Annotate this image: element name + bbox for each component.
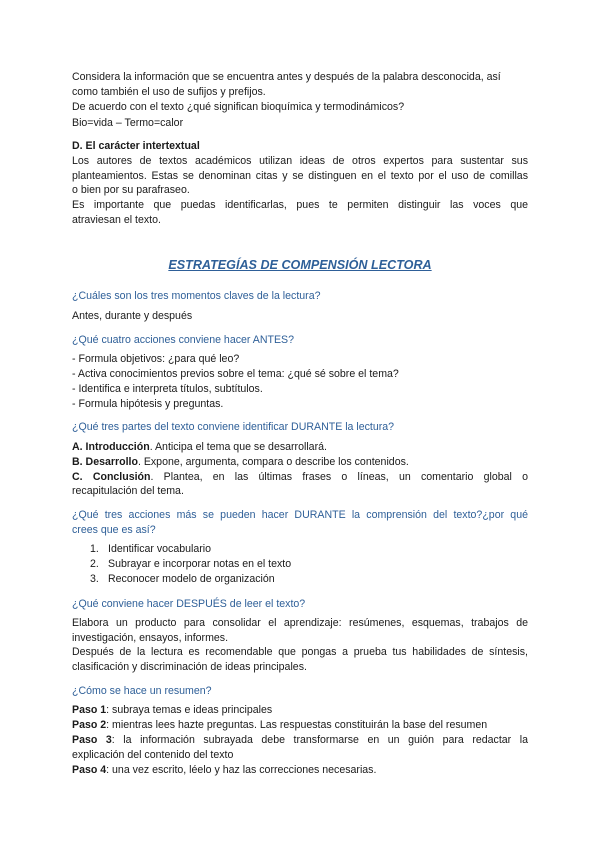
list-number: 3. [90, 572, 99, 585]
list-item [90, 572, 510, 587]
question-5: ¿Qué conviene hacer DESPUÉS de leer el texto? [72, 598, 306, 610]
answer-3-a-text: . Anticipa el tema que se desarrollará. [149, 441, 327, 453]
answer-3-a-label: A. Introducción [72, 441, 150, 453]
intro-question: De acuerdo con el texto ¿qué significan bioquímica y termodinámicos? [72, 101, 405, 113]
answer-3-c-text: . Plantea, en las últimas frases o líneas, un comentario global o [150, 471, 528, 483]
list-text: Subrayar e incorporar notas en el texto [108, 557, 292, 570]
answer-4-list [90, 542, 510, 586]
question-4-line-2: crees que es así? [72, 524, 156, 536]
intro-line-2: como también el uso de sufijos y prefijos. [72, 86, 266, 98]
list-number: 2. [90, 557, 99, 570]
step-3-cont: explicación del contenido del texto [72, 749, 234, 761]
step-text: : subraya temas e ideas principales [106, 704, 273, 716]
section-d-heading: D. El carácter intertextual [72, 140, 200, 152]
intro-answer: Bio=vida – Termo=calor [72, 117, 184, 129]
list-item [90, 557, 510, 572]
step-2 [72, 718, 528, 733]
step-label: Paso 3 [72, 734, 112, 746]
list-number: 1. [90, 543, 99, 555]
step-text: : la información subrayada debe transformarse en un guión para redactar la [111, 734, 529, 746]
answer-3-b-label: B. Desarrollo [72, 456, 138, 468]
answer-2-item: - Identifica e interpreta títulos, subtítulos. [72, 383, 263, 395]
step-text: : una vez escrito, léelo y haz las correcciones necesarias. [106, 764, 377, 776]
step-3 [72, 733, 528, 748]
question-6: ¿Cómo se hace un resumen? [72, 685, 212, 697]
question-1: ¿Cuáles son los tres momentos claves de la lectura? [72, 290, 321, 302]
answer-3-c-cont: recapitulación del tema. [72, 485, 184, 497]
step-1 [72, 703, 528, 718]
list-text: Reconocer modelo de organización [108, 572, 275, 585]
section-d-line-5: atraviesan el texto. [72, 214, 161, 226]
step-label: Paso 2 [72, 719, 107, 731]
step-label: Paso 4 [72, 764, 107, 776]
answer-5-line-4: clasificación y discriminación de ideas principales. [72, 661, 307, 673]
intro-line-1: Considera la información que se encuentra antes y después de la palabra desconocida, así [72, 71, 501, 83]
section-d-line-2: planteamientos. Estas se denominan citas y se distinguen en el texto por el uso de comillas [72, 170, 528, 182]
answer-3-a [72, 440, 528, 455]
answer-5-line-1: Elabora un producto para consolidar el aprendizaje: resúmenes, esquemas, trabajos de [72, 617, 528, 629]
step-text: : mientras lees hazte preguntas. Las respuestas constituirán la base del resumen [106, 719, 488, 731]
answer-5-line-2: investigación, ensayos, informes. [72, 632, 229, 644]
step-label: Paso 1 [72, 704, 107, 716]
question-3: ¿Qué tres partes del texto conviene identificar DURANTE la lectura? [72, 421, 395, 433]
answer-3-b-text: . Expone, argumenta, compara o describe los contenidos. [137, 456, 409, 468]
question-4-line-1: ¿Qué tres acciones más se pueden hacer DURANTE la comprensión del texto?¿por qué [72, 509, 528, 521]
answer-3-c-label: C. Conclusión [72, 471, 151, 483]
page-title: ESTRATEGÍAS DE COMPENSIÓN LECTORA [168, 258, 432, 272]
section-d-line-4: Es importante que puedas identificarlas, pues te permiten distinguir las voces que [72, 199, 528, 211]
answer-1: Antes, durante y después [72, 310, 193, 322]
answer-2-item: - Formula hipótesis y preguntas. [72, 398, 224, 410]
question-2: ¿Qué cuatro acciones conviene hacer ANTES? [72, 334, 294, 346]
list-item [90, 542, 510, 557]
answer-2-item: - Formula objetivos: ¿para qué leo? [72, 353, 240, 365]
answer-5-line-3: Después de la lectura es recomendable que pongas a prueba tus habilidades de síntesis, [72, 646, 528, 658]
list-text: Identificar vocabulario [108, 543, 212, 555]
section-d-line-1: Los autores de textos académicos utilizan ideas de otros expertos para sustentar sus [72, 155, 528, 167]
answer-3-b [72, 455, 528, 470]
answer-2-item: - Activa conocimientos previos sobre el tema: ¿qué sé sobre el tema? [72, 368, 399, 380]
answer-3-c [72, 470, 528, 485]
step-4 [72, 763, 528, 778]
section-d-line-3: o bien por su parafraseo. [72, 184, 190, 196]
